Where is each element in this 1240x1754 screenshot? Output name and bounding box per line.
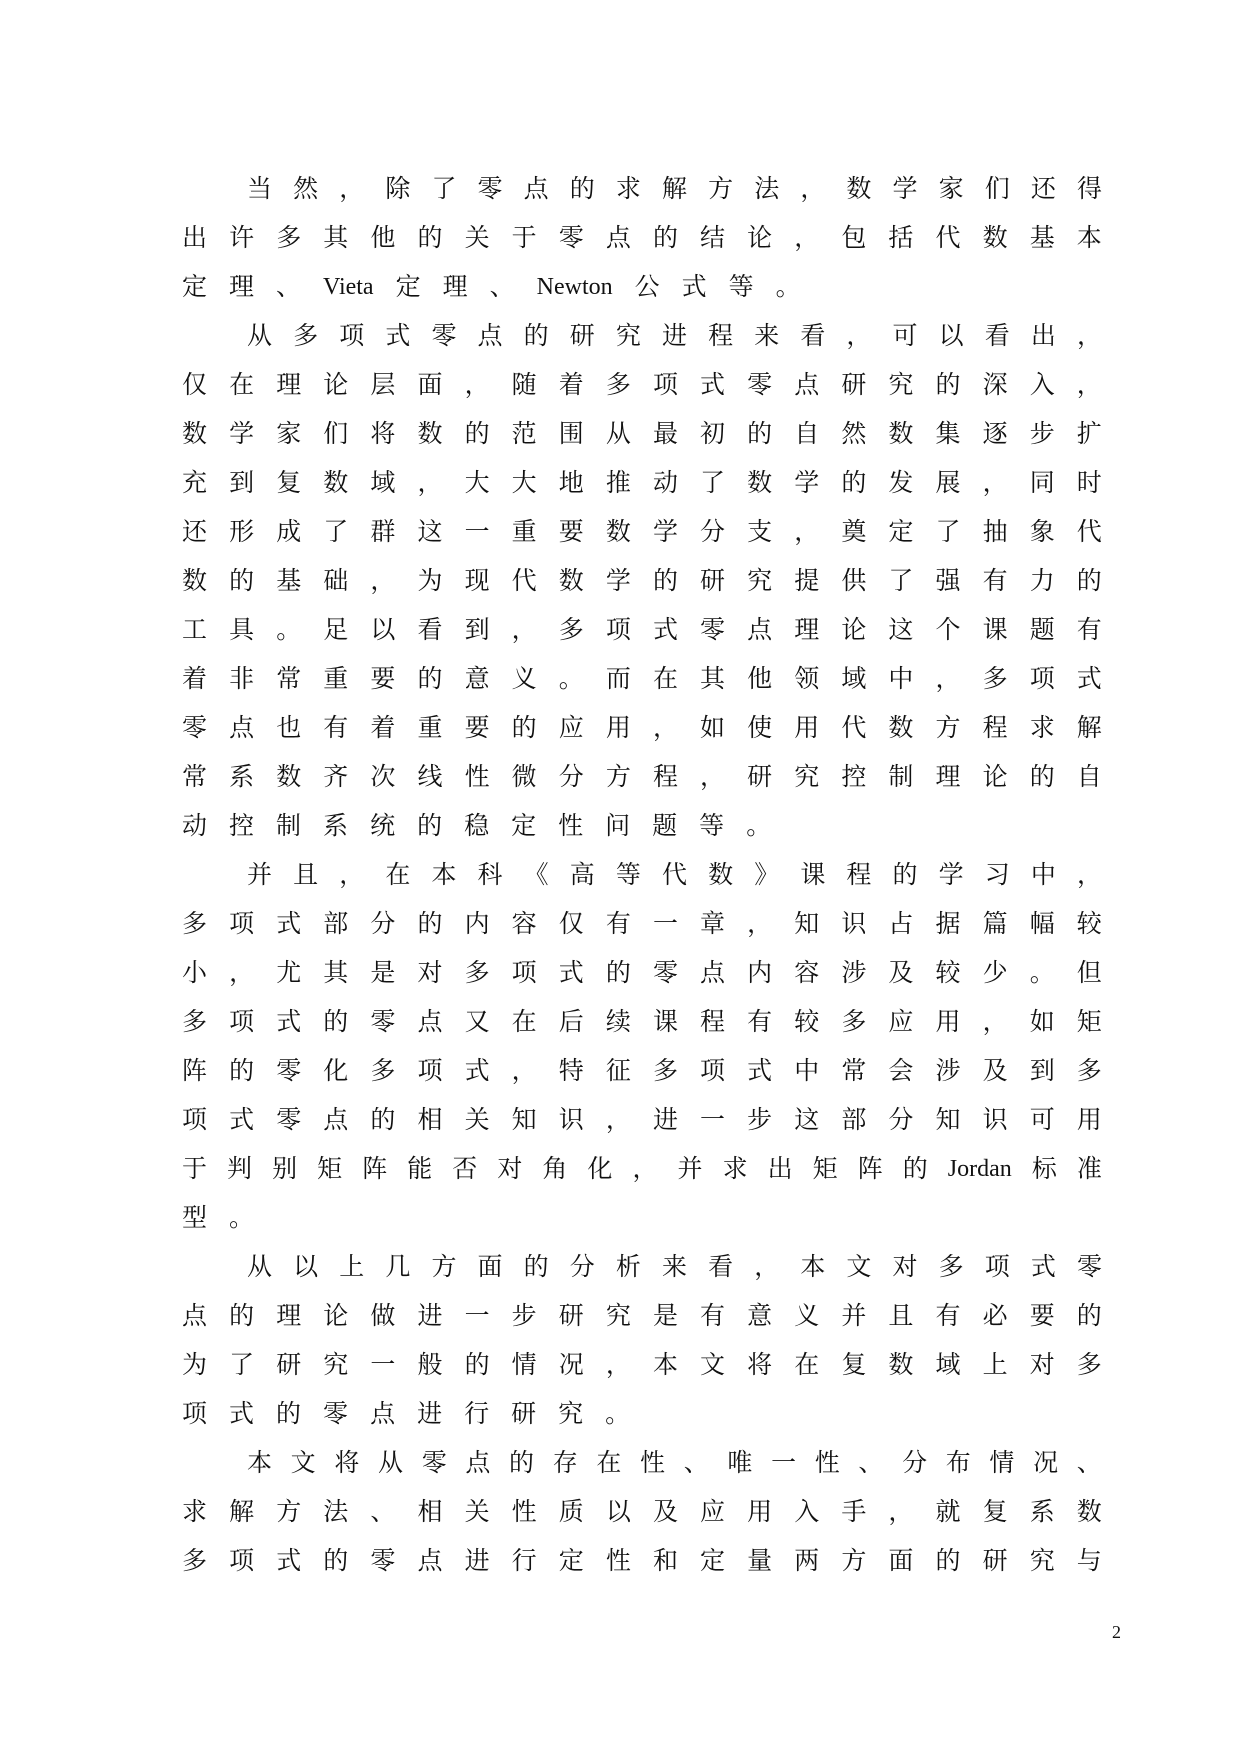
text-line: 当 然 ， 除 了 零 点 的 求 解 方 法 ， 数 学 家 们 还 得 (247, 174, 1102, 203)
text-line: 多 项 式 的 零 点 进 行 定 性 和 定 量 两 方 面 的 研 究 与 (182, 1546, 1102, 1575)
text-line: 为 了 研 究 一 般 的 情 况 ， 本 文 将 在 复 数 域 上 对 多 (182, 1350, 1102, 1379)
text-line: 阵 的 零 化 多 项 式 ， 特 征 多 项 式 中 常 会 涉 及 到 多 (182, 1056, 1102, 1085)
text-line: 项 式 零 点 的 相 关 知 识 ， 进 一 步 这 部 分 知 识 可 用 (182, 1105, 1102, 1134)
text-line: 还 形 成 了 群 这 一 重 要 数 学 分 支 ， 奠 定 了 抽 象 代 (182, 517, 1102, 546)
text-line: 多 项 式 的 零 点 又 在 后 续 课 程 有 较 多 应 用 ， 如 矩 (182, 1007, 1102, 1036)
text-line: 本 文 将 从 零 点 的 存 在 性 、 唯 一 性 、 分 布 情 况 、 (247, 1448, 1102, 1477)
text-line: 数 学 家 们 将 数 的 范 围 从 最 初 的 自 然 数 集 逐 步 扩 (182, 419, 1102, 448)
text-line: 于 判 别 矩 阵 能 否 对 角 化 ， 并 求 出 矩 阵 的 Jordan 标 准 (182, 1154, 1102, 1183)
text-line: 零 点 也 有 着 重 要 的 应 用 ， 如 使 用 代 数 方 程 求 解 (182, 713, 1102, 742)
page-number: 2 (1112, 1622, 1121, 1642)
text-line: 出 许 多 其 他 的 关 于 零 点 的 结 论 ， 包 括 代 数 基 本 (182, 223, 1102, 252)
text-line: 定 理 、 Vieta 定 理 、 Newton 公 式 等 。 (182, 272, 801, 301)
text-line: 并 且 ， 在 本 科 《 高 等 代 数 》 课 程 的 学 习 中 ， (247, 860, 1102, 889)
text-line: 常 系 数 齐 次 线 性 微 分 方 程 ， 研 究 控 制 理 论 的 自 (182, 762, 1102, 791)
text-line: 求 解 方 法 、 相 关 性 质 以 及 应 用 入 手 ， 就 复 系 数 (182, 1497, 1102, 1526)
text-line: 仅 在 理 论 层 面 ， 随 着 多 项 式 零 点 研 究 的 深 入 ， (182, 370, 1102, 399)
text-line: 多 项 式 部 分 的 内 容 仅 有 一 章 ， 知 识 占 据 篇 幅 较 (182, 909, 1102, 938)
text-line: 从 多 项 式 零 点 的 研 究 进 程 来 看 ， 可 以 看 出 ， (247, 321, 1102, 350)
text-line: 点 的 理 论 做 进 一 步 研 究 是 有 意 义 并 且 有 必 要 的 (182, 1301, 1102, 1330)
text-line: 着 非 常 重 要 的 意 义 。 而 在 其 他 领 域 中 ， 多 项 式 (182, 664, 1102, 693)
text-line: 小 ， 尤 其 是 对 多 项 式 的 零 点 内 容 涉 及 较 少 。 但 (182, 958, 1102, 987)
text-line: 动 控 制 系 统 的 稳 定 性 问 题 等 。 (182, 811, 772, 840)
text-line: 从 以 上 几 方 面 的 分 析 来 看 ， 本 文 对 多 项 式 零 (247, 1252, 1102, 1281)
text-line: 充 到 复 数 域 ， 大 大 地 推 动 了 数 学 的 发 展 ， 同 时 (182, 468, 1102, 497)
text-line: 数 的 基 础 ， 为 现 代 数 学 的 研 究 提 供 了 强 有 力 的 (182, 566, 1102, 595)
text-line: 型 。 (182, 1203, 255, 1232)
text-line: 工 具 。 足 以 看 到 ， 多 项 式 零 点 理 论 这 个 课 题 有 (182, 615, 1102, 644)
text-line: 项 式 的 零 点 进 行 研 究 。 (182, 1399, 631, 1428)
